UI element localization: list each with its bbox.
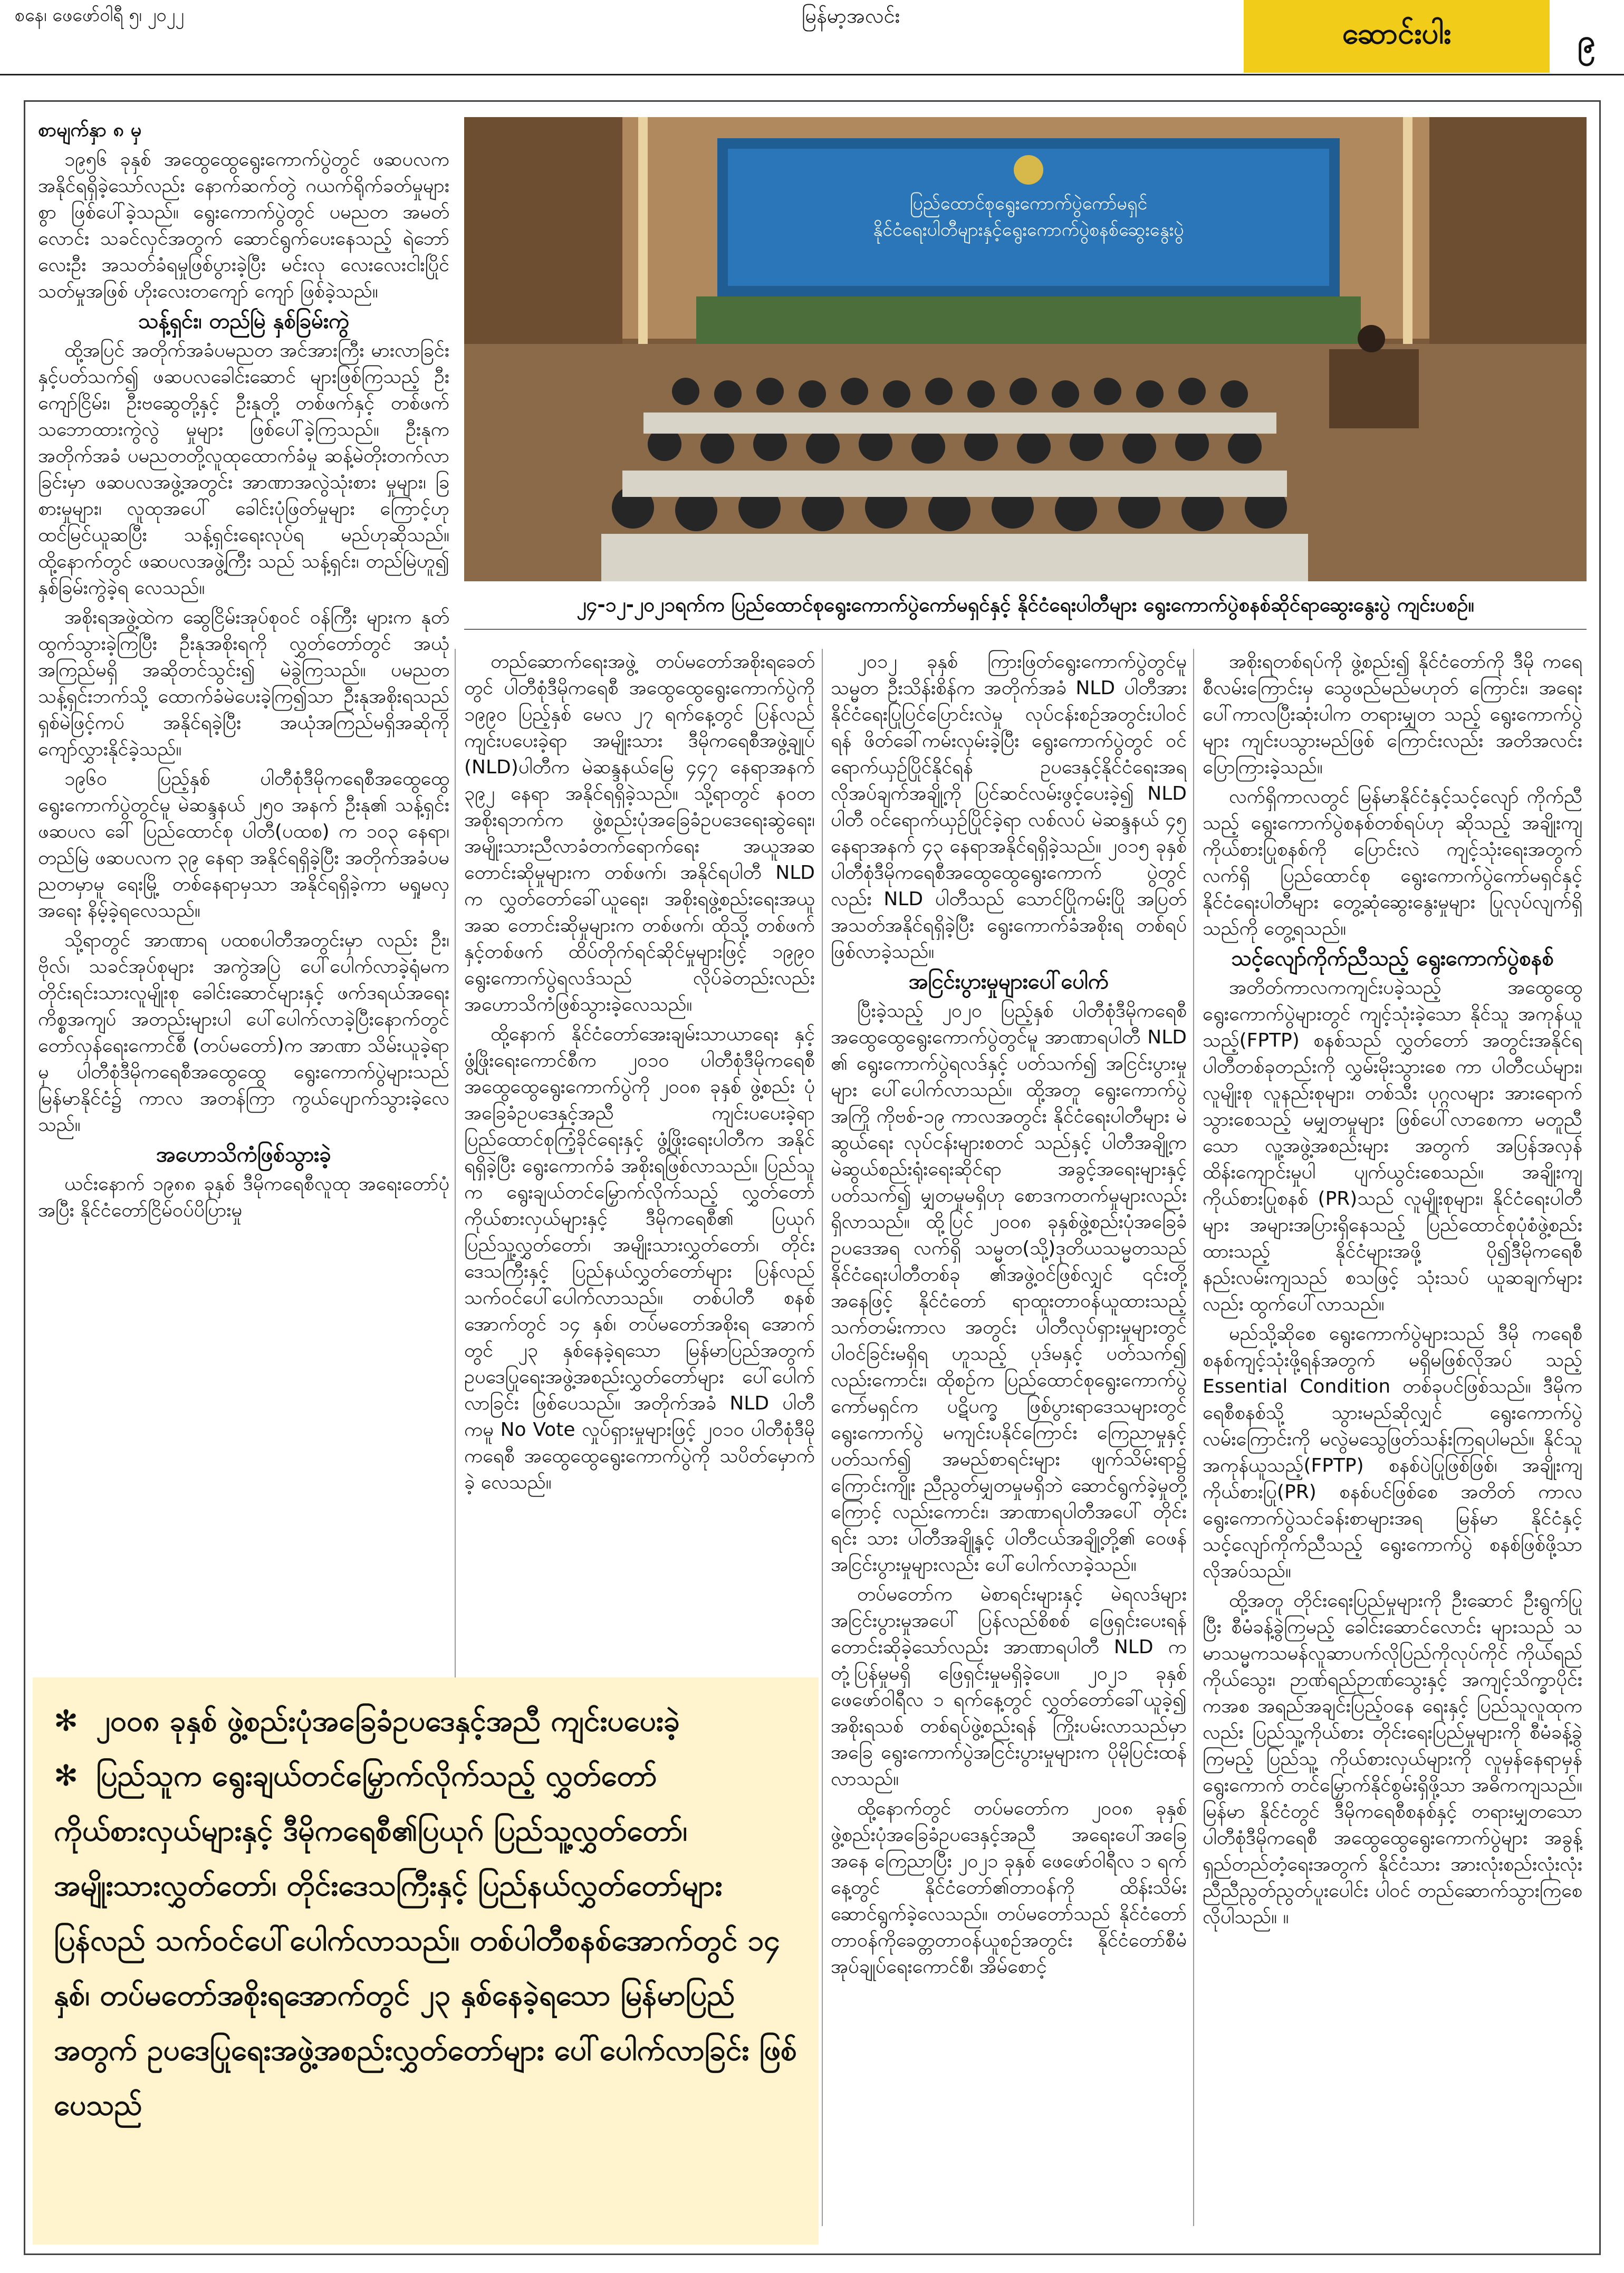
article-column-3 xyxy=(831,649,1187,2242)
paragraph: ထို့နောက် နိုင်ငံတော်အေးချမ်းသာယာရေး နှင့်ဖွံ့ဖြိုးရေးကောင်စီက ၂၀၁၀ ပါတီစုံဒီမိုကရေစီ အထွေထွေရွေးကောက်ပွဲကို ၂၀၀၈ ခုနှစ် ဖွဲ့စည်း ပုံ အခြေခံဥပဒေနှင့်အညီ ကျင်းပပေးခဲ့ရာ ပြည်ထောင်စုကြံ့ခိုင်ရေးနှင့် ဖွံ့ဖြိုးရေးပါတီက အနိုင် ရရှိခဲ့ပြီး ရွေးကောက်ခံ အစိုးရဖြစ်လာသည်။ ပြည်သူက ရွေးချယ်တင်မြှောက်လိုက်သည့် လွှတ်တော်ကိုယ်စားလှယ်များနှင့် ဒီမိုကရေစီ၏ ပြယုဂ် ပြည်သူ့လွှတ်တော်၊ အမျိုးသားလွှတ်တော်၊ တိုင်းဒေသကြီးနှင့် ပြည်နယ်လွှတ်တော်များ ပြန်လည် သက်ဝင်ပေါ်ပေါက်လာသည်။ တစ်ပါတီ စနစ်အောက်တွင် ၁၄ နှစ်၊ တပ်မတော်အစိုးရ အောက်တွင် ၂၃ နှစ်နေခဲ့ရသော မြန်မာပြည်အတွက် ဥပဒေပြုရေးအဖွဲ့အစည်းလွှတ်တော်များ ပေါ်ပေါက် လာခြင်း ဖြစ်ပေသည်။ အတိုက်အခံ NLD ပါတီကမူ No Vote လှုပ်ရှားမှုများဖြင့် ၂၀၁၀ ပါတီစုံဒီမိုကရေစီ အထွေထွေရွေးကောက်ပွဲကို သပိတ်မှောက်ခဲ့ လေသည်။ xyxy=(464,1023,815,1493)
paragraph: ပြီးခဲ့သည့် ၂၀၂၀ ပြည့်နှစ် ပါတီစုံဒီမိုကရေစီ အထွေထွေရွေးကောက်ပွဲတွင်မူ အာဏာရပါတီ NLD ၏ ရွေးကောက်ပွဲရလဒ်နှင့် ပတ်သက်၍ အငြင်းပွားမှုများ ပေါ်ပေါက်လာသည်။ ထို့အတူ ရွေးကောက်ပွဲအကြို ကိုဗစ်-၁၉ ကာလအတွင်း နိုင်ငံရေးပါတီများ မဲဆွယ်ရေး လုပ်ငန်းများစတင် သည်နှင့် ပါတီအချို့က မဲဆွယ်စည်းရုံးရေးဆိုင်ရာ အခွင့်အရေးများနှင့်ပတ်သက်၍ မျှတမှုမရှိဟု စောဒကတက်မှုများလည်း ရှိလာသည်။ ထို့ပြင် ၂၀၀၈ ခုနှစ်ဖွဲ့စည်းပုံအခြေခံ ဥပဒေအရ လက်ရှိ သမ္မတ(သို့)ဒုတိယသမ္မတသည် နိုင်ငံရေးပါတီတစ်ခု ၏အဖွဲ့ဝင်ဖြစ်လျှင် ၎င်းတို့အနေဖြင့် နိုင်ငံတော် ရာထူးတာဝန်ယူထားသည့် သက်တမ်းကာလ အတွင်း ပါတီလုပ်ရှားမှုများတွင် ပါဝင်ခြင်းမရှိရ ဟူသည့် ပုဒ်မနှင့် ပတ်သက်၍ လည်းကောင်း၊ ထိုစဉ်က ပြည်ထောင်စုရွေးကောက်ပွဲကော်မရှင်က ပဋိပက္ခ ဖြစ်ပွားရာဒေသများတွင် ရွေးကောက်ပွဲ မကျင်းပနိုင်ကြောင်း ကြေညာမှုနှင့် ပတ်သက်၍ အမည်စာရင်းများ ဖျက်သိမ်းရာ၌ ကြောင်းကျိုး ညီညွတ်မျှတမှုမရှိဘဲ ဆောင်ရွက်ခဲ့မှုတို့ကြောင့် လည်းကောင်း၊ အာဏာရပါတီအပေါ် တိုင်းရင်း သား ပါတီအချို့နှင့် ပါတီငယ်အချို့တို့၏ ဝေဖန် အငြင်းပွားမှုများလည်း ပေါ်ပေါက်လာခဲ့သည်။ xyxy=(831,1000,1187,1576)
paragraph: အစိုးရတစ်ရပ်ကို ဖွဲ့စည်း၍ နိုင်ငံတော်ကို ဒီမို ကရေစီလမ်းကြောင်းမှ သွေဖည်မည်မဟုတ် ကြောင်း၊ အရေးပေါ်ကာလပြီးဆုံးပါက တရားမျှတ သည့် ရွေးကောက်ပွဲများ ကျင်းပသွားမည်ဖြစ် ကြောင်းလည်း အတိအလင်း ပြောကြားခဲ့သည်။ xyxy=(1203,651,1582,778)
paragraph: ၁၉၆၀ ပြည့်နှစ် ပါတီစုံဒီမိုကရေစီအထွေထွေ ရွေးကောက်ပွဲတွင်မူ မဲဆန္ဒနယ် ၂၅၀ အနက် ဦးနု၏ သန့်ရှင်းဖဆပလ ခေါ် ပြည်ထောင်စု ပါတီ(ပထစ) က ၁၀၃ နေရာ၊ တည်မြဲ ဖဆပလက ၃၉ နေရာ အနိုင်ရရှိခဲ့ပြီး အတိုက်အခံပမညတမှာမူ ရေးမြို့ တစ်နေရာမှသာ အနိုင်ရရှိခဲ့ကာ မရှုမလှအရေး နိမ့်ခဲ့ရလေသည်။ xyxy=(38,768,449,922)
paragraph: ယင်းနောက် ၁၉၈၈ ခုနှစ် ဒီမိုကရေစီလူထု အရေးတော်ပုံအပြီး နိုင်ငံတော်ငြိမ်ဝပ်ပိပြားမှု xyxy=(38,1173,449,1221)
paragraph: ထို့အပြင် အတိုက်အခံပမညတ အင်အားကြီး မားလာခြင်းနှင့်ပတ်သက်၍ ဖဆပလခေါင်းဆောင် များဖြစ်ကြသည့် ဦးကျော်ငြိမ်း၊ ဦးဗဆွေတို့နှင့် ဦးနုတို့ တစ်ဖက်နှင့် တစ်ဖက်သဘောထားကွဲလွဲ မှုများ ဖြစ်ပေါ်ခဲ့ကြသည်။ ဦးနုက အတိုက်အခံ ပမညတတို့လူထုထောက်ခံမှု ဆန့်မဲတိုးတက်လာ ခြင်းမှာ ဖဆပလအဖွဲ့အတွင်း အာဏာအလွဲသုံးစား မှုများ၊ ခြစားမှုများ၊ လူထုအပေါ် ခေါင်းပုံဖြတ်မှုများ ကြောင့်ဟု ထင်မြင်ယူဆပြီး သန့်ရှင်းရေးလုပ်ရ မည်ဟုဆိုသည်။ ထို့နောက်တွင် ဖဆပလအဖွဲ့ကြီး သည် သန့်ရှင်း၊ တည်မြဲဟူ၍ နှစ်ခြမ်းကွဲခဲ့ရ လေသည်။ xyxy=(38,340,449,599)
highlight-box xyxy=(33,1677,819,2245)
column-divider xyxy=(822,649,823,2226)
subheading: သင့်လျော်ကိုက်ညီသည့် ရွေးကောက်ပွဲစနစ် xyxy=(1231,946,1554,971)
paragraph: လက်ရှိကာလတွင် မြန်မာနိုင်ငံနှင့်သင့်လျော် ကိုက်ညီသည့် ရွေးကောက်ပွဲစနစ်တစ်ရပ်ဟု ဆိုသည့် အချိုးကျကိုယ်စားပြုစနစ်ကို ပြောင်းလဲ ကျင့်သုံးရေးအတွက် လက်ရှိ ပြည်ထောင်စု ရွေးကောက်ပွဲကော်မရှင်နှင့် နိုင်ငံရေးပါတီများ တွေ့ဆုံဆွေးနွေးမှုများ ပြုလုပ်လျက်ရှိသည်ကို တွေ့ရသည်။ xyxy=(1203,786,1582,939)
subheading: အဟောသိကံဖြစ်သွားခဲ့ xyxy=(156,1143,331,1167)
subheading: သန့်ရှင်း၊ တည်မြဲ နှစ်ခြမ်းကွဲ xyxy=(138,309,350,333)
stage-plants xyxy=(696,296,1361,344)
page-number: ၉ xyxy=(1578,23,1596,60)
paragraph: သို့ရာတွင် အာဏာရ ပထစပါတီအတွင်းမှာ လည်း ဦး၊ ဗိုလ်၊ သခင်အုပ်စုများ အကွဲအပြဲ ပေါ်ပေါက်လာခဲ့ရုံမက တိုင်းရင်းသားလူမျိုးစု ခေါင်းဆောင်များနှင့် ဖက်ဒရယ်အရေးကိစ္စအကျပ် အတည်းများပါ ပေါ်ပေါက်လာခဲ့ပြီးနောက်တွင် တော်လှန်ရေးကောင်စီ (တပ်မတော်)က အာဏာ သိမ်းယူခဲ့ရာမှ ပါတီစုံဒီမိုကရေစီအထွေထွေ ရွေးကောက်ပွဲများသည် မြန်မာနိုင်ငံ၌ ကာလ အတန်ကြာ ကွယ်ပျောက်သွားခဲ့လေသည်။ xyxy=(38,929,449,1136)
article-column-2 xyxy=(464,649,815,1667)
paragraph: ၁၉၅၆ ခုနှစ် အထွေထွေရွေးကောက်ပွဲတွင် ဖဆပလကအနိုင်ရရှိခဲ့သော်လည်း နောက်ဆက်တွဲ ဂယက်ရိုက်ခတ်မှုများစွာ ဖြစ်ပေါ်ခဲ့သည်။ ရွေးကောက်ပွဲတွင် ပမညတ အမတ်လောင်း သခင်လှင်အတွက် ဆောင်ရွက်ပေးနေသည့် ရဲဘော် လေးဦး အသတ်ခံရမှုဖြစ်ပွားခဲ့ပြီး မင်းလု လေးလေးငါးပြိုင်သတ်မှုအဖြစ် ဟိုးလေးတကျော် ကျော် ဖြစ်ခဲ့သည်။ xyxy=(38,149,449,302)
paragraph: တပ်မတော်က မဲစာရင်းများနှင့် မဲရလဒ်များ အငြင်းပွားမှုအပေါ် ပြန်လည်စိစစ် ဖြေရှင်းပေးရန် တောင်းဆိုခဲ့သော်လည်း အာဏာရပါတီ NLD က တုံ့ပြန်မှုမရှိ ဖြေရှင်းမှုမရှိခဲ့ပေ။ ၂၀၂၁ ခုနှစ် ဖေဖော်ဝါရီလ ၁ ရက်နေ့တွင် လွှတ်တော်ခေါ်ယူခဲ့၍ အစိုးရသစ် တစ်ရပ်ဖွဲ့စည်းရန် ကြိုးပမ်းလာသည်မှာ အခြေ ရွေးကောက်ပွဲအငြင်းပွားမှုများက ပိုမိုပြင်းထန် လာသည်။ xyxy=(831,1584,1187,1790)
paragraph: ၂၀၁၂ ခုနှစ် ကြားဖြတ်ရွေးကောက်ပွဲတွင်မူ သမ္မတ ဦးသိန်းစိန်က အတိုက်အခံ NLD ပါတီအား နိုင်ငံရေးပြုပြင်ပြောင်းလဲမှု လုပ်ငန်းစဉ်အတွင်းပါဝင် ရန် ဖိတ်ခေါ်ကမ်းလှမ်းခဲ့ပြီး ရွေးကောက်ပွဲတွင် ဝင်ရောက်ယှဉ်ပြိုင်နိုင်ရန် ဥပဒေနှင့်နိုင်ငံရေးအရ လိုအပ်ချက်အချို့ကို ပြင်ဆင်လမ်းဖွင့်ပေးခဲ့၍ NLD ပါတီ ဝင်ရောက်ယှဉ်ပြိုင်ခဲ့ရာ လစ်လပ် မဲဆန္ဒနယ် ၄၅ နေရာအနက် ၄၃ နေရာအနိုင်ရရှိခဲ့သည်။ ၂၀၁၅ ခုနှစ် ပါတီစုံဒီမိုကရေစီအထွေထွေရွေးကောက် ပွဲတွင်လည်း NLD ပါတီသည် သောင်ပြိုကမ်းပြို အပြတ် အသတ်အနိုင်ရရှိခဲ့ပြီး ရွေးကောက်ခံအစိုးရ တစ်ရပ်ဖြစ်လာခဲ့သည်။ xyxy=(831,651,1187,963)
page-header xyxy=(0,0,1624,75)
issue-date: စနေ၊ ဖေဖော်ဝါရီ ၅၊ ၂၀၂၂ xyxy=(15,5,184,26)
column-divider xyxy=(1193,649,1194,2226)
highlight-text: ပြည်သူက ရွေးချယ်တင်မြှောက်လိုက်သည့် လွှတ်တော်ကိုယ်စားလှယ်များနှင့် ဒီမိုကရေစီ၏ပြယုဂ် ပြည်သူ့လွှတ်တော်၊ အမျိုးသားလွှတ်တော်၊ တိုင်းဒေသကြီးနှင့် ပြည်နယ်လွှတ်တော်များ ပြန်လည် သက်ဝင်ပေါ်ပေါက်လာသည်။ တစ်ပါတီစနစ်အောက်တွင် ၁၄ နှစ်၊ တပ်မတော်အစိုးရအောက်တွင် ၂၃ နှစ်နေခဲ့ရသော မြန်မာပြည်အတွက် ဥပဒေပြုရေးအဖွဲ့အစည်းလွှတ်တော်များ ပေါ်ပေါက်လာခြင်း ဖြစ်ပေသည် xyxy=(54,1759,797,2122)
article-column-4 xyxy=(1203,649,1582,2242)
paragraph: အစိုးရအဖွဲ့ထဲက ဆွေငြိမ်းအုပ်စုဝင် ဝန်ကြီး များက နုတ်ထွက်သွားခဲ့ကြပြီး ဦးနုအစိုးရကို လွှတ်တော်တွင် အယုံအကြည်မရှိ အဆိုတင်သွင်း၍ မဲခွဲကြသည်။ ပမညတ သန့်ရှင်းဘက်သို့ ထောက်ခံမဲပေးခဲ့ကြ၍သာ ဦးနုအစိုးရသည် ရှစ်မဲဖြင့်ကပ် အနိုင်ရခဲ့ပြီး အယုံအကြည်မရှိအဆိုကို ကျော်လွှားနိုင်ခဲ့သည်။ xyxy=(38,607,449,760)
photo-caption: ၂၄-၁၂-၂၀၂၁ရက်က ပြည်ထောင်စုရွေးကောက်ပွဲကော်မရှင်နှင့် နိုင်ငံရေးပါတီများ ရွေးကောက်ပွဲစနစ်ဆိုင်ရာဆွေးနွေးပွဲ ကျင်းပစဉ်။ xyxy=(464,586,1587,630)
banner-line-1: ပြည်ထောင်စုရွေးကောက်ပွဲကော်မရှင် xyxy=(909,193,1148,214)
paragraph: အတိတ်ကာလကကျင်းပခဲ့သည့် အထွေထွေ ရွေးကောက်ပွဲများတွင် ကျင့်သုံးခဲ့သော နိုင်သူ အကုန်ယူသည့်(FPTP) စနစ်သည် လွှတ်တော် အတွင်းအနိုင်ရပါတီတစ်ခုတည်းကို လွှမ်းမိုးသွားစေ ကာ ပါတီငယ်များ၊ လူမျိုးစု လူနည်းစုများ၊ တစ်သီး ပုဂ္ဂလများ အားရောက်သွားစေသည့် မမျှတမှုများ ဖြစ်ပေါ်လာစေကာ မတူညီသော လူ့အဖွဲ့အစည်းများ အတွက် အပြန်အလှန်ထိန်းကျောင်းမှုပါ ပျက်ယွင်းစေသည်။ အချိုးကျ ကိုယ်စားပြုစနစ် (PR)သည် လူမျိုးစုများ၊ နိုင်ငံရေးပါတီများ အများအပြားရှိနေသည့် ပြည်ထောင်စုပုံစံဖွဲ့စည်းထားသည့် နိုင်ငံများအဖို့ ပို၍ဒီမိုကရေစီနည်းလမ်းကျသည် စသဖြင့် သုံးသပ် ယူဆချက်များလည်း ထွက်ပေါ်လာသည်။ xyxy=(1203,977,1582,1315)
article-column-1 xyxy=(38,117,449,1700)
paragraph: ထို့အတူ တိုင်းရေးပြည်မှုများကို ဦးဆောင် ဦးရွက်ပြုပြီး စီမံခန့်ခွဲကြမည့် ခေါင်းဆောင်လောင်း များသည် သမာသမ္မကသမန်လူဆာပက်လိုပြည်ကိုလုပ်ကိုင် ကိုယ်ရည် ကိုယ်သွေး၊ ဉာဏ်ရည်ဉာဏ်သွေးနှင့် အကျင့်သိက္ခာပိုင်းကအစ အရည်အချင်းပြည့်ဝနေ ရေးနှင့် ပြည်သူလူထုကလည်း ပြည်သူ့ကိုယ်စား တိုင်းရေးပြည်မှုများကို စီမံခန့်ခွဲကြမည့် ပြည်သူ့ ကိုယ်စားလှယ်များကို လူမှန်နေရာမှန် ရွေးကောက် တင်မြှောက်နိုင်စွမ်းရှိဖို့သာ အဓိကကျသည်။ မြန်မာ နိုင်ငံတွင် ဒီမိုကရေစီစနစ်နှင့် တရားမျှတသော ပါတီစုံဒီမိုကရေစီ အထွေထွေရွေးကောက်ပွဲများ အခွန့်ရှည်တည်တံ့ရေးအတွက် နိုင်ငံသား အားလုံးစည်းလုံးလုံး ညီညီညွတ်ညွတ်ပူးပေါင်း ပါဝင် တည်ဆောက်သွားကြစေလိုပါသည်။ ။ xyxy=(1203,1590,1582,1928)
asterisk-icon: ✻ xyxy=(54,1759,79,1792)
subheading: အငြင်းပွားမှုများပေါ်ပေါက် xyxy=(908,970,1109,994)
newspaper-name: မြန်မာ့အလင်း xyxy=(802,4,900,27)
highlight-bullet xyxy=(54,1693,797,1748)
continued-from: စာမျက်နှာ ၈ မှ xyxy=(38,119,142,141)
highlight-bullet xyxy=(54,1748,797,2132)
conference-hall-illustration xyxy=(464,117,1587,581)
section-label: ဆောင်းပါး xyxy=(1244,0,1550,73)
asterisk-icon: ✻ xyxy=(54,1704,79,1738)
paragraph: တည်ဆောက်ရေးအဖွဲ့ တပ်မတော်အစိုးရခေတ်တွင် ပါတီစုံဒီမိုကရေစီ အထွေထွေရွေးကောက်ပွဲကို ၁၉၉၀ ပြည့်နှစ် မေလ ၂၇ ရက်နေ့တွင် ပြန်လည် ကျင်းပပေးခဲ့ရာ အမျိုးသား ဒီမိုကရေစီအဖွဲ့ချုပ် (NLD)ပါတီက မဲဆန္ဒနယ်မြေ ၄၄၇ နေရာအနက် ၃၉၂ နေရာ အနိုင်ရရှိခဲ့သည်။ သို့ရာတွင် နဝတ အစိုးရဘက်က ဖွဲ့စည်းပုံအခြေခံဥပဒေရေးဆွဲရေး၊ အမျိုးသားညီလာခံတက်ရောက်ရေး အယူအဆ တောင်းဆိုမှုများက တစ်ဖက်၊ အနိုင်ရပါတီ NLD က လွှတ်တော်ခေါ်ယူရေး၊ အစိုးရဖွဲ့စည်းရေးအယူ အဆ တောင်းဆိုမှုများက တစ်ဖက်၊ ထိုသို့ တစ်ဖက်နှင့်တစ်ဖက် ထိပ်တိုက်ရင်ဆိုင်မှုများဖြင့် ၁၉၉၀ ရွေးကောက်ပွဲရလဒ်သည် လိုပ်ခဲတည်းလည်း အဟောသိကံဖြစ်သွားခဲ့လေသည်။ xyxy=(464,651,815,1015)
highlight-text: ၂၀၀၈ ခုနှစ် ဖွဲ့စည်းပုံအခြေခံဥပဒေနှင့်အညီ ကျင်းပပေးခဲ့ xyxy=(96,1704,680,1738)
podium xyxy=(1329,349,1419,428)
paragraph: မည်သို့ဆိုစေ ရွေးကောက်ပွဲများသည် ဒီမို ကရေစီ စနစ်ကျင့်သုံးဖို့ရန်အတွက် မရှိမဖြစ်လိုအပ် သည့် Essential Condition တစ်ခုပင်ဖြစ်သည်။ ဒီမိုကရေစီစနစ်သို့ သွားမည်ဆိုလျှင် ရွေးကောက်ပွဲ လမ်းကြောင်းကို မလွဲမသွေဖြတ်သန်းကြရပါမည်။ နိုင်သူအကုန်ယူသည့်(FPTP) စနစ်ပဲပြုဖြစ်ဖြစ်၊ အချိုးကျကိုယ်စားပြု(PR) စနစ်ပင်ဖြစ်စေ အတိတ် ကာလရွေးကောက်ပွဲသင်ခန်းစာများအရ မြန်မာ နိုင်ငံနှင့် သင့်လျော်ကိုက်ညီသည့် ရွေးကောက်ပွဲ စနစ်ဖြစ်ဖို့သာ လိုအပ်သည်။ xyxy=(1203,1323,1582,1582)
banner-line-2: နိုင်ငံရေးပါတီများနှင့်ရွေးကောက်ပွဲစနစ်ဆွေးနွေးပွဲ xyxy=(873,219,1184,241)
event-photo xyxy=(464,117,1587,581)
paragraph: ထို့နောက်တွင် တပ်မတော်က ၂၀၀၈ ခုနှစ် ဖွဲ့စည်းပုံအခြေခံဥပဒေနှင့်အညီ အရေးပေါ်အခြေ အနေ ကြေညာပြီး ၂၀၂၁ ခုနှစ် ဖေဖော်ဝါရီလ ၁ ရက်နေ့တွင် နိုင်ငံတော်၏တာဝန်ကို ထိန်းသိမ်း ဆောင်ရွက်ခဲ့လေသည်။ တပ်မတော်သည် နိုင်ငံတော် တာဝန်ကိုခေတ္တတာဝန်ယူစဉ်အတွင်း နိုင်ငံတော်စီမံအုပ်ချုပ်ရေးကောင်စီ၊ အိမ်စောင့် xyxy=(831,1798,1187,1978)
